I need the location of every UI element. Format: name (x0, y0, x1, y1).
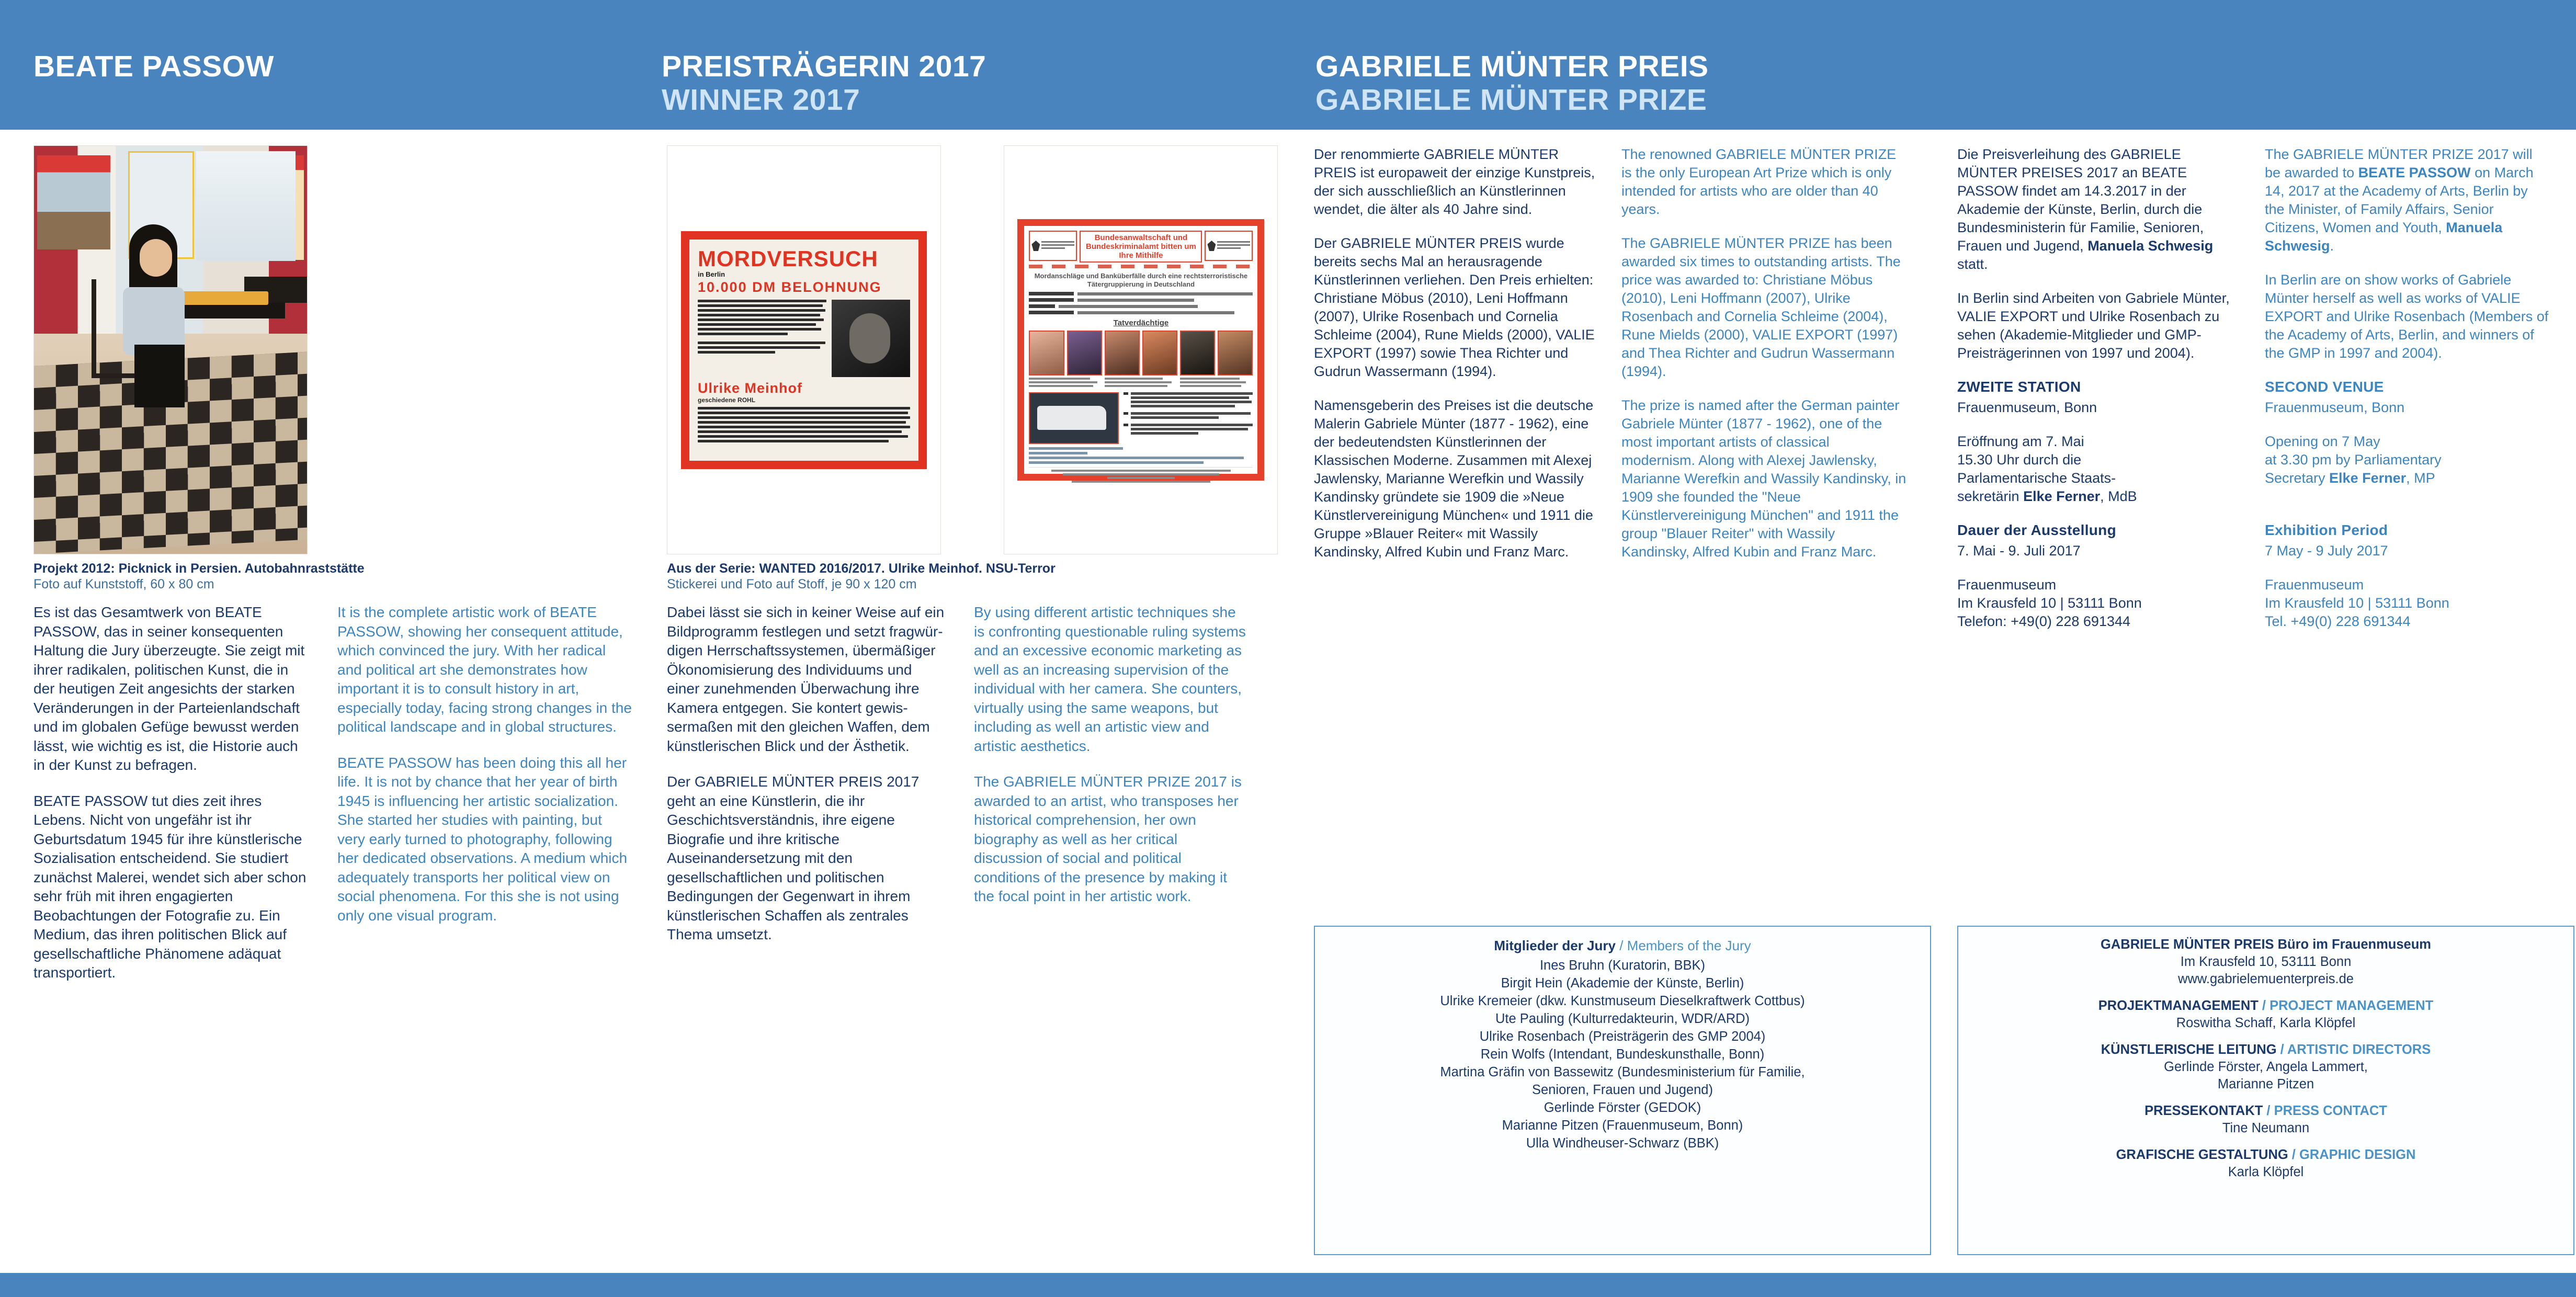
jury-member: Gerlinde Förster (GEDOK) (1544, 1100, 1701, 1115)
col4-en-venue-block (2265, 378, 2550, 417)
col4-de-address-phone: Telefon: +49(0) 228 691344 (1957, 613, 2131, 629)
col4-en-venue-name: Frauenmuseum, Bonn (2265, 400, 2405, 415)
col4-en-address-block (2265, 576, 2550, 631)
figure-1-caption-title: Projekt 2012: Picknick in Persien. Autobahnraststätte (33, 561, 365, 576)
credits-names-2: Marianne Pitzen (2217, 1077, 2314, 1091)
credits-section-heading: PROJEKTMANAGEMENT / PROJECT MANAGEMENT (2098, 998, 2434, 1013)
suspect-photo (1029, 331, 1064, 376)
column-3-english-text (1621, 145, 1907, 577)
credits-names: Tine Neumann (2222, 1121, 2310, 1135)
jury-heading-sep: / (1615, 938, 1627, 953)
photo-picknick-in-persien (33, 145, 308, 554)
credits-names: Karla Klöpfel (2228, 1165, 2304, 1179)
col4-de-address-block (1957, 576, 2242, 631)
poster2-questions (1124, 392, 1253, 444)
federal-crest-right (1205, 231, 1253, 261)
poster2-suspect-photos (1029, 331, 1253, 376)
credits-office-name: GABRIELE MÜNTER PREIS Büro im Frauenmuseum (2101, 937, 2431, 952)
jury-member: Ines Bruhn (Kuratorin, BBK) (1539, 958, 1706, 973)
col4-en-p1-minister: Manuela Schwesig (2265, 220, 2503, 254)
col4-en-opening-spacer (2265, 487, 2550, 506)
window (196, 151, 296, 261)
poster-body-text (698, 300, 826, 377)
jury-member: Ulrike Kremeier (dkw. Kunstmuseum Dieselkraftwerk Cottbus) (1440, 994, 1805, 1008)
jury-heading-en: Members of the Jury (1627, 938, 1751, 953)
suspect-photo (1142, 331, 1177, 376)
credits-label-de: GRAFISCHE GESTALTUNG (2116, 1147, 2288, 1162)
col4-de-p1-minister: Manuela Schwesig (2087, 238, 2214, 254)
header-prize-group (1315, 50, 1709, 117)
column-1-german-text (33, 603, 311, 999)
credits-website[interactable]: www.gabrielemuenterpreis.de (2178, 972, 2354, 986)
col3-de-paragraph-3: Namensgeberin des Preises ist die deutsche Malerin Gabriele Münter (1877 - 1962), eine der bedeutendsten Künstlerinnen der Klassischen Moderne. Zusammen mit Alexej Jawlensky, Marianne Werefkin und Wassily Kandinsky gründete sie 1909 die »Neue Künstlervereinigung München« und 1911 die Gruppe »Blauer Reiter« mit Wassily Kandinsky, Alfred Kubin und Franz Marc. (1314, 397, 1594, 560)
poster-reward: 10.000 DM BELOHNUNG (698, 279, 882, 295)
col4-en-opening-block (2265, 433, 2550, 506)
col4-de-venue-name: Frauenmuseum, Bonn (1957, 400, 2097, 415)
credits-label-en: PROJECT MANAGEMENT (2269, 998, 2434, 1013)
footer-white-strip (0, 1266, 2576, 1273)
figure-1-caption-subtitle: Foto auf Kunststoff, 60 x 80 cm (33, 577, 214, 591)
col4-de-paragraph-2: In Berlin sind Arbeiten von Gabriele Münter, VALIE EXPORT und Ulrike Rosenbach zu sehen (Akademie-Mitglieder und GMP-Preisträgerinnen von 1997 und 2004). (1957, 290, 2230, 361)
poster2-contact-block (1029, 447, 1253, 464)
poster-person-name-sub: geschiedene ROHL (698, 396, 756, 404)
col4-en-opening-prefix: Secretary (2265, 470, 2330, 486)
suspect-photo (1180, 331, 1215, 376)
col4-en-p1-c: on March 14, 2017 at the Academy of Arts, Berlin by the Minister, of Family Affairs, Senior Citizens, Women and Youth, (2265, 165, 2534, 235)
col2-en-paragraph-1: By using different artistic techniques she is confronting questionable ruling systems and an excessive economic marketing as well as an increasing supervision of the individual with her camera. She counters, virtually using the same weapons, but including as well an artistic view and artistic aesthetics. (974, 604, 1246, 754)
col4-en-p1-artist: BEATE PASSOW (2358, 165, 2471, 180)
eagle-icon (1031, 241, 1040, 251)
figure-1-caption (33, 561, 365, 592)
poster2-event-list (1029, 292, 1253, 314)
poster2-suspects-label: Tatverdächtige (1113, 318, 1169, 327)
col4-en-address-line2: Im Krausfeld 10 | 53111 Bonn (2265, 595, 2449, 611)
jury-member: Ulla Windheuser-Schwarz (BBK) (1526, 1136, 1719, 1151)
jury-box-heading (1322, 936, 1923, 955)
col4-de-period-block (1957, 521, 2242, 560)
federal-crest-left (1029, 231, 1077, 261)
poster2-headline-text: Bundesanwaltschaft und Bundeskriminalamt bitten um Ihre Mithilfe (1086, 233, 1196, 260)
col4-en-paragraph-1 (2265, 145, 2550, 255)
menu-board-left (37, 155, 110, 249)
column-1-english-text (337, 603, 633, 942)
col4-en-period-dates: 7 May - 9 July 2017 (2265, 543, 2388, 559)
col1-en-paragraph-1: It is the complete artistic work of BEATE PASSOW, showing her consequent attitude, which convinced the jury. With her radical and political art she demonstrates how important it is to consult history in art, especially today, facing strong changes in the political landscape and in global structures. (337, 604, 632, 735)
poster-mordversuch (681, 231, 927, 469)
poster-footer-text (698, 407, 910, 442)
col4-de-opening-line2: 15.30 Uhr durch die (1957, 452, 2082, 468)
credits-label-en: ARTISTIC DIRECTORS (2287, 1042, 2431, 1057)
col4-de-paragraph-1 (1957, 145, 2242, 274)
figure-picknick-in-persien (33, 145, 308, 554)
suspect-photo (1105, 331, 1140, 376)
poster2-subheadline: Mordanschläge und Banküberfälle durch eine rechtsterroristische Tätergruppierung in Deutschland (1034, 272, 1248, 288)
jury-member: Ute Pauling (Kulturredakteurin, WDR/ARD) (1495, 1011, 1750, 1026)
credits-office-address: Im Krausfeld 10, 53111 Bonn (2180, 954, 2352, 969)
credits-section-heading: KÜNSTLERISCHE LEITUNG / ARTISTIC DIRECTORS (2101, 1042, 2431, 1057)
credits-label-de: PROJEKTMANAGEMENT (2098, 998, 2259, 1013)
jury-member-continued: Senioren, Frauen und Jugend) (1532, 1083, 1713, 1097)
jury-member: Birgit Hein (Akademie der Künste, Berlin) (1501, 976, 1744, 991)
col3-de-paragraph-1: Der renommierte GABRIELE MÜNTER PREIS ist europaweit der einzige Kunstpreis, der sich ausschließlich an Künstlerinnen wendet, die älter als 40 Jahre sind. (1314, 146, 1595, 217)
col4-en-p1-e: . (2330, 238, 2334, 254)
header-winner-group (662, 50, 986, 117)
jury-member: Rein Wolfs (Intendant, Bundeskunsthalle, Bonn) (1480, 1047, 1765, 1062)
col2-de-paragraph-2: Der GABRIELE MÜNTER PREIS 2017 geht an eine Künstlerin, die ihr Geschichtsverständnis, ihre eigene Biografie und ihre kritische Auseinandersetzung mit den gesellschaftlichen und politischen Bedingungen der Gegenwart in ihrem künstlerischen Schaffen als zentrales Thema umsetzt. (667, 773, 920, 942)
col4-en-opening-line1: Opening on 7 May (2265, 434, 2380, 449)
col4-en-paragraph-2: In Berlin are on show works of Gabriele Münter herself as well as works of VALIE EXPORT and Ulrike Rosenbach (Members of the Academy of Arts, Berlin, and winners of the GMP in 1997 and 2004). (2265, 272, 2549, 361)
col2-en-paragraph-2: The GABRIELE MÜNTER PRIZE 2017 is awarded to an artist, who transposes her historical comprehension, her own biography as well as her critical discussion of social and political conditions of the presence by making it the focal point in her artistic work. (974, 773, 1242, 904)
figure-wanted-series (667, 145, 1278, 554)
jury-heading-de: Mitglieder der Jury (1494, 938, 1616, 953)
column-2-english-text (974, 603, 1246, 923)
poster2-headline (1080, 231, 1202, 263)
poster-person-name: Ulrike Meinhof (698, 380, 803, 396)
col4-de-opening-line4 (1957, 487, 2242, 506)
face (140, 239, 172, 277)
col4-de-opening-prefix: sekretärin (1957, 488, 2024, 504)
col2-de-paragraph-1: Dabei lässt sie sich in keiner Weise auf ein Bildprogramm festlegen und setzt fragwürdigen Herrschaftssystemen, übermäßiger Ökonomisierung des Individuums und einer zunehmenden Überwachung ihre Kamera entgegen. Sie kontert gewissermaßen mit den gleichen Waffen, dem künstlerischen Blick und der Ästhetik. (667, 604, 945, 754)
header-prize-de: GABRIELE MÜNTER PREIS (1315, 50, 1709, 83)
col3-de-paragraph-2: Der GABRIELE MÜNTER PREIS wurde bereits sechs Mal an herausragende Künstlerinnen verliehen. Den Preis erhielten: Christiane Möbus (2010), Leni Hoffmann (2007), Ulrike Rosenbach und Cornelia Schleime (2004), Rune Mields (2000), VALIE EXPORT (1997) sowie Thea Richter und Gudrun Wassermann (1994). (1314, 235, 1595, 379)
col4-en-period-block (2265, 521, 2550, 560)
figure-2-caption (667, 561, 1056, 592)
poster-body (698, 300, 910, 377)
credits-label-de: KÜNSTLERISCHE LEITUNG (2101, 1042, 2277, 1057)
seated-woman (112, 224, 191, 397)
col4-de-opening-block (1957, 433, 2242, 506)
col4-de-venue-block (1957, 378, 2242, 417)
col4-de-opening-suffix: , MdB (2100, 488, 2137, 504)
poster-bka-wanted (1017, 219, 1264, 481)
header-winner-de: PREISTRÄGERIN 2017 (662, 50, 986, 83)
credits-label-de: PRESSEKONTAKT (2144, 1103, 2263, 1118)
column-4-german-text (1957, 145, 2242, 646)
col4-de-period-dates: 7. Mai - 9. Juli 2017 (1957, 543, 2081, 559)
column-3-german-text (1314, 145, 1599, 577)
col3-en-paragraph-2: The GABRIELE MÜNTER PRIZE has been awarded six times to outstanding artists. The price was awarded to: Christiane Möbus (2010), Leni Hoffmann (2007), Ulrike Rosenbach and Cornelia Schleime (2004), Rune Mields (2000), VALIE EXPORT (1997) and Thea Richter and Gudrun Wassermann (1994). (1621, 235, 1901, 379)
col4-en-p1-a: The GABRIELE MÜNTER PRIZE 2017 will be awarded to (2265, 146, 2533, 180)
col1-en-paragraph-2: BEATE PASSOW has been doing this all her life. It is not by chance that her year of birth 1945 is influencing her artistic socialization. She started her studies with painting, but very early turned to photography, following her dedicated observations. A medium which adequately transports her political view on social phenomena. For this she is not using only one visual program. (337, 754, 628, 924)
figure-2b-wrapper (1004, 145, 1278, 554)
poster2-divider (1029, 265, 1253, 268)
photo-nsu-wanted-poster (1004, 145, 1278, 554)
credits-names: Gerlinde Förster, Angela Lammert, (2164, 1060, 2368, 1074)
page-footer-bar (0, 1273, 2576, 1297)
photo-mordversuch-poster (667, 145, 941, 554)
header-artist-name-group (33, 50, 274, 83)
poster-subtitle: in Berlin (698, 270, 725, 278)
credits-label-en: PRESS CONTACT (2274, 1103, 2387, 1118)
col4-de-opening-person: Elke Ferner (2023, 488, 2101, 504)
col4-en-venue-heading: SECOND VENUE (2265, 379, 2384, 395)
camper-van-photo (1029, 392, 1119, 444)
col4-de-p1-a: Die Preisverleihung des GABRIELE MÜNTER PREISES 2017 an BEATE PASSOW findet am 14.3.2017 in der Akademie der Künste, Berlin, durch die Bundesministerin für Familie, Senioren, Frauen und Jugend, (1957, 146, 2204, 254)
page-body (0, 130, 2576, 1265)
column-2-german-text (667, 603, 947, 961)
poster2-header-row (1029, 231, 1253, 263)
col4-en-address-phone: Tel. +49(0) 228 691344 (2265, 613, 2411, 629)
suspect-photo (1067, 331, 1102, 376)
col4-de-opening-line1: Eröffnung am 7. Mai (1957, 434, 2084, 449)
col4-en-opening-suffix: , MP (2406, 470, 2435, 486)
col3-en-paragraph-3: The prize is named after the German painter Gabriele Münter (1877 - 1962), one of the most important artists of classical modernism. Along with Alexej Jawlensky, Marianne Werefkin and Wassily Kandinsky, in 1909 she founded the "Neue Künstlervereinigung München" and 1911 the group "Blauer Reiter" with Wassily Kandinsky, Alfred Kubin and Franz Marc. (1621, 397, 1907, 560)
credits-section-heading: GRAFISCHE GESTALTUNG / GRAPHIC DESIGN (2116, 1147, 2416, 1162)
col4-en-period-heading: Exhibition Period (2265, 522, 2388, 538)
col1-de-paragraph-2: BEATE PASSOW tut dies zeit ihres Lebens. Nicht von ungefähr ist ihr Geburtsdatum 1945 für ihre künstlerische Sozialisation entscheidend. Sie studiert zunächst Malerei, wendet sich aber schon sehr früh mit ihren engagierten Beobachtungen der Fotografie zu. Ein Medium, das ihren politischen Blick auf gesellschaftliche Phänomene adäquat transportiert. (33, 792, 307, 981)
suspect-photo (1218, 331, 1253, 376)
col4-en-opening-line3 (2265, 469, 2550, 487)
credits-section-heading: PRESSEKONTAKT / PRESS CONTACT (2144, 1103, 2387, 1118)
col3-en-paragraph-1: The renowned GABRIELE MÜNTER PRIZE is the only European Art Prize which is only intended for artists who are older than 40 years. (1621, 146, 1897, 217)
eagle-icon-2 (1207, 241, 1216, 251)
header-winner-en: WINNER 2017 (662, 83, 860, 117)
col4-de-address-line1: Frauenmuseum (1957, 577, 2057, 593)
column-4-english-text (2265, 145, 2550, 646)
col4-en-opening-person: Elke Ferner (2329, 470, 2407, 486)
figure-2-caption-title: Aus der Serie: WANTED 2016/2017. Ulrike Meinhof. NSU-Terror (667, 561, 1056, 576)
poster2-suspect-captions (1029, 378, 1253, 389)
page-header (0, 0, 2576, 130)
col4-de-opening-line3: Parlamentarische Staats- (1957, 470, 2116, 486)
poster-title: MORDVERSUCH (698, 246, 878, 271)
jury-box (1314, 926, 1931, 1255)
credits-box (1957, 926, 2574, 1255)
poster2-footer (1029, 467, 1253, 483)
credits-label-en: GRAPHIC DESIGN (2299, 1147, 2416, 1162)
header-prize-en: GABRIELE MÜNTER PRIZE (1315, 83, 1707, 117)
header-artist-name: BEATE PASSOW (33, 50, 274, 83)
poster-portrait-photo (832, 300, 910, 377)
jury-member: Martina Gräfin von Bassewitz (Bundesministerium für Familie, (1440, 1065, 1805, 1079)
col4-de-venue-heading: ZWEITE STATION (1957, 379, 2081, 395)
poster2-lower-section (1029, 392, 1253, 444)
credits-names: Roswitha Schaff, Karla Klöpfel (2176, 1016, 2356, 1030)
col4-de-address-line2: Im Krausfeld 10 | 53111 Bonn (1957, 595, 2142, 611)
skirt (134, 345, 185, 407)
col1-de-paragraph-1: Es ist das Gesamtwerk von BEATE PASSOW, das in seiner konsequenten Haltung die Jury überzeugte. Sie zeigt mit ihrer radikalen, politischen Kunst, die in der heutigen Zeit angesichts der starken Veränderungen in der Parteienlandschaft und im globalen Gefüge bewusst werden lässt, wie wichtig es ist, die Historie auch in der Kunst zu befragen. (33, 604, 305, 773)
figure-1-wrapper (33, 145, 308, 554)
figure-2-caption-subtitle: Stickerei und Foto auf Stoff, je 90 x 120 cm (667, 577, 917, 591)
jury-member: Marianne Pitzen (Frauenmuseum, Bonn) (1502, 1118, 1743, 1133)
jury-member: Ulrike Rosenbach (Preisträgerin des GMP 2004) (1479, 1029, 1766, 1044)
col4-de-p1-c: statt. (1957, 256, 1988, 272)
col4-de-period-heading: Dauer der Ausstellung (1957, 522, 2116, 538)
figure-2a-wrapper (667, 145, 941, 554)
col4-en-address-line1: Frauenmuseum (2265, 577, 2364, 593)
col4-en-opening-line2: at 3.30 pm by Parliamentary (2265, 452, 2442, 468)
